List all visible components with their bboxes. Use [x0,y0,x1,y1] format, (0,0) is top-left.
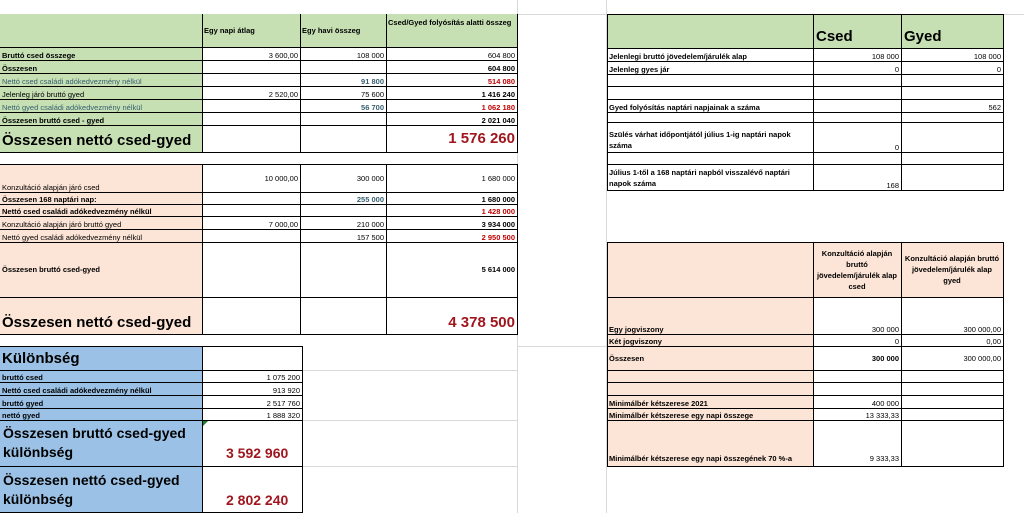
row-ossz[interactable]: 514 080 [487,77,515,86]
row-label[interactable]: Nettó csed családi adókedvezmény nélkül [0,204,202,216]
osszesen-brutto-value[interactable]: 5 614 000 [481,265,515,274]
row-ossz[interactable]: 1 416 240 [481,90,515,99]
kulonbseg-row-label[interactable]: bruttó csed [0,370,202,382]
row-ossz[interactable]: 604 800 [487,51,515,60]
right-row-csed[interactable]: 168 [886,181,899,190]
min-row-label[interactable]: Minimálbér kétszerese egy napi összegének 70 %-a [607,420,813,466]
header-blank [0,14,202,47]
row-napi[interactable]: 2 520,00 [268,90,298,99]
right-row-label[interactable]: Július 1-től a 168 naptári napból visszalévő naptári napok száma [609,168,790,188]
header-egy-napi[interactable]: Egy napi átlag [202,14,300,47]
right-header-blank [607,14,813,48]
header-konz-gyed[interactable]: Konzultáció alapján bruttó jövedelem/járulék alap gyed [901,242,1003,297]
kulonbseg-row-label[interactable]: Nettó csed családi adókedvezmény nélkül [0,382,202,395]
row-havi[interactable]: 300 000 [356,173,384,183]
row-label[interactable]: Konzultáció alapján járó bruttó gyed [0,216,202,229]
row-ossz[interactable]: 2 950 500 [481,233,515,242]
comment-marker [203,421,208,426]
header-konz-csed[interactable]: Konzultáció alapján bruttó jövedelem/járulék alap csed [813,242,901,297]
min-row-label[interactable]: Minimálbér kétszerese 2021 [607,395,813,408]
row-ossz[interactable]: 2 021 040 [481,116,515,125]
row-label[interactable]: Összesen [0,60,202,73]
row-label[interactable]: Nettó gyed családi adókedvezmény nélkül [0,99,202,112]
kulonbseg-row-label[interactable]: nettó gyed [0,408,202,420]
row-napi[interactable]: 3 600,00 [268,51,298,60]
row-ossz[interactable]: 1 680 000 [481,173,515,183]
kulonbseg-empty[interactable] [202,346,302,370]
right-row-label[interactable]: Szülés várhat időpontjától július 1-ig naptári napok száma [609,130,791,150]
right-row-csed[interactable]: 108 000 [871,52,899,61]
row-label[interactable]: Bruttó csed összege [0,48,202,60]
row-havi[interactable]: 157 500 [356,233,384,242]
min-row-label[interactable]: Minimálbér kétszerese egy napi összege [607,408,813,420]
kulonbseg-row-label[interactable]: bruttó gyed [0,395,202,408]
right-row-label[interactable]: Jelenlegi bruttó jövedelem/járulék alap [609,52,747,61]
kulonbseg-brutto-label[interactable]: Összesen bruttó csed-gyed különbség [0,420,202,466]
right2-row-gyed[interactable]: 300 000,00 [963,325,1001,334]
row-havi[interactable]: 91 800 [361,77,384,86]
row-havi[interactable]: 255 000 [356,195,384,204]
right2-row-label[interactable]: Összesen [607,346,813,370]
total-netto-label[interactable]: Összesen nettó csed-gyed [0,125,202,152]
row-ossz[interactable]: 1 680 000 [481,195,515,204]
row-havi[interactable]: 210 000 [356,220,384,229]
right2-header-blank [607,242,813,297]
row-label[interactable]: Nettó gyed családi adókedvezmény nélkül [0,229,202,242]
header-csed[interactable]: Csed [813,14,901,48]
kulonbseg-row-value[interactable]: 1 075 200 [266,373,300,382]
kulonbseg-netto-value[interactable]: 2 802 240 [226,492,289,508]
row-havi[interactable]: 75 600 [361,90,384,99]
row-ossz[interactable]: 604 800 [487,64,515,73]
right2-row-gyed[interactable]: 300 000,00 [963,353,1001,363]
row-ossz[interactable]: 1 428 000 [481,207,515,216]
row-napi[interactable]: 7 000,00 [268,220,298,229]
row-napi[interactable]: 10 000,00 [264,173,298,183]
kulonbseg-row-value[interactable]: 1 888 320 [266,411,300,420]
row-label[interactable]: Összesen 168 naptári nap: [0,192,202,204]
row-label[interactable]: Konzultáció alapján járó csed [0,164,202,192]
right-row-gyed[interactable]: 562 [988,103,1001,112]
min-row-value[interactable]: 9 333,33 [869,454,899,463]
row-label[interactable]: Összesen bruttó csed - gyed [0,112,202,125]
total-netto-value[interactable]: 1 576 260 [448,129,515,147]
kulonbseg-title[interactable]: Különbség [0,346,202,370]
row-havi[interactable]: 108 000 [356,51,384,60]
osszesen-netto2-value[interactable]: 4 378 500 [448,314,515,331]
osszesen-netto2-label[interactable]: Összesen nettó csed-gyed [0,297,202,334]
right2-row-csed[interactable]: 300 000 [871,353,899,363]
right2-row-gyed[interactable]: 0,00 [986,337,1001,346]
kulonbseg-brutto-value[interactable]: 3 592 960 [226,445,289,461]
row-label[interactable]: Nettó csed családi adókedvezmény nélkül [0,73,202,86]
right-row-gyed[interactable]: 0 [996,65,1001,74]
row-ossz[interactable]: 3 934 000 [481,220,515,229]
header-folyositas[interactable]: Csed/Gyed folyósítás alatti összeg [386,14,517,47]
header-gyed[interactable]: Gyed [901,14,1003,48]
right2-row-csed[interactable]: 300 000 [871,325,899,334]
right-row-csed[interactable]: 0 [894,65,899,74]
min-row-value[interactable]: 13 333,33 [865,411,899,420]
osszesen-brutto-label[interactable]: Összesen bruttó csed-gyed [0,242,202,297]
row-havi[interactable]: 56 700 [361,103,384,112]
right-row-csed[interactable]: 0 [894,143,899,152]
right-row-gyed[interactable]: 108 000 [973,52,1001,61]
kulonbseg-netto-label[interactable]: Összesen nettó csed-gyed különbség [0,466,202,513]
row-ossz[interactable]: 1 062 180 [481,103,515,112]
kulonbseg-row-value[interactable]: 913 920 [272,386,300,395]
right2-row-csed[interactable]: 0 [894,337,899,346]
right2-row-label[interactable]: Két jogviszony [607,334,813,346]
row-label[interactable]: Jelenleg járó bruttó gyed [0,86,202,99]
min-row-value[interactable]: 400 000 [871,399,899,408]
header-egy-havi[interactable]: Egy havi összeg [300,14,386,47]
right-row-label[interactable]: Jelenleg gyes jár [609,65,670,74]
right2-row-label[interactable]: Egy jogviszony [607,297,813,334]
right-row-label[interactable]: Gyed folyósítás naptári napjainak a száma [609,103,760,112]
kulonbseg-row-value[interactable]: 2 517 760 [266,399,300,408]
